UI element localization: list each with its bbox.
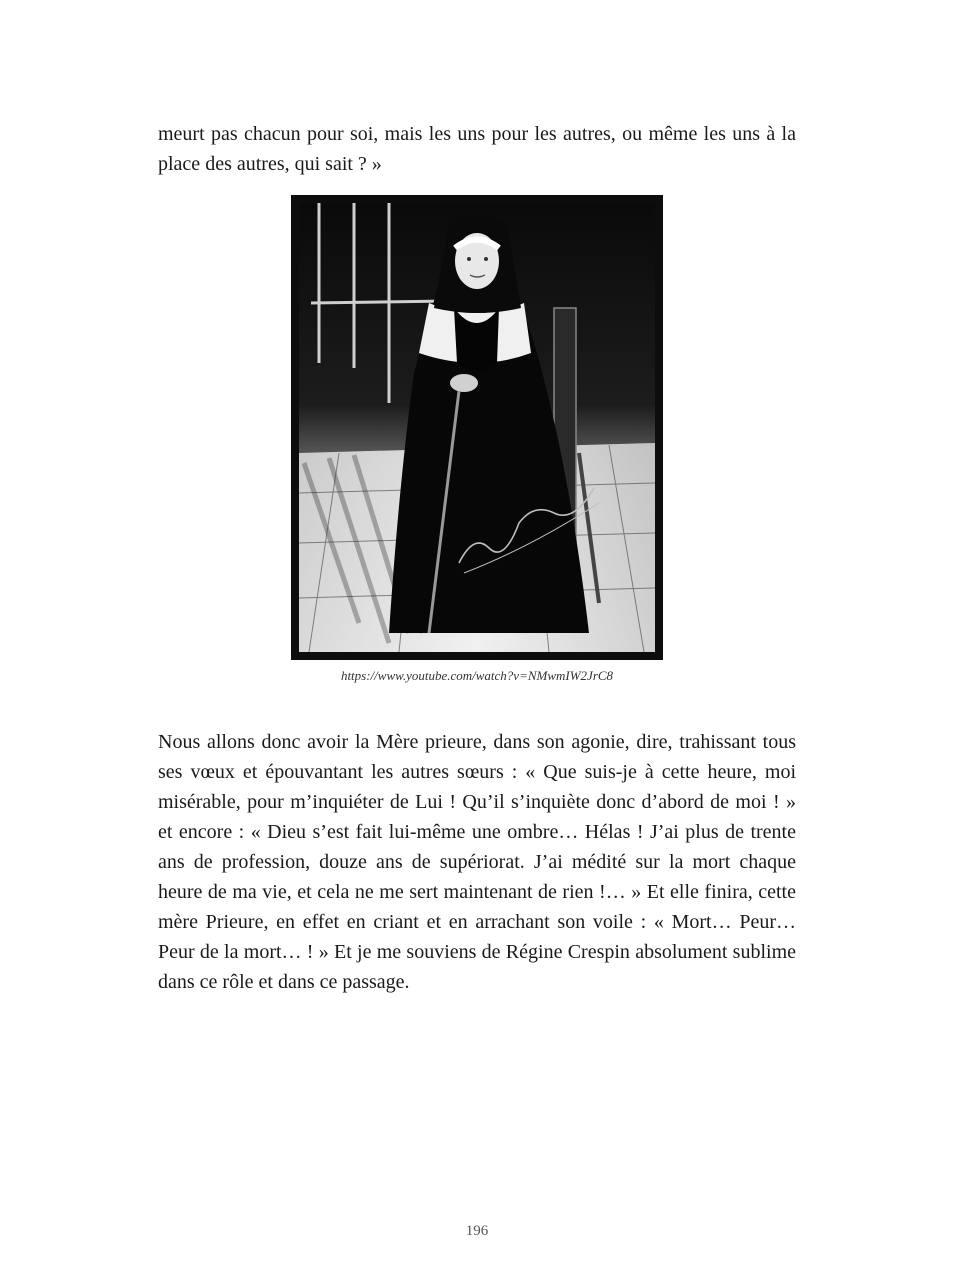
paragraph-main: Nous allons donc avoir la Mère prieure, dans son agonie, dire, trahissant tous ses vœux et épouvantant les autres sœurs : « Que suis-je à cette heure, moi misérable, pour m’inquiéter de Lui ! Qu’il s’inquiète donc d’abord de moi ! » et encore : « Dieu s’est fait lui-même une ombre… Hélas ! J’ai plus de trente ans de profession, douze ans de supériorat. J’ai médité sur la mort chaque heure de ma vie, et cela ne me sert maintenant de rien !… » Et elle finira, cette mère Prieure, en effet en criant et en arrachant son voile : « Mort… Peur… Peur de la mort… ! » Et je me souviens de Régine Crespin absolument sublime dans ce rôle et dans ce passage. [158,731,796,993]
page-number: 196 [465,1223,489,1239]
nun-seated-photo [299,203,655,652]
photo-caption-url: https://www.youtube.com/watch?v=NMwmIW2JrC8 [340,668,614,683]
paragraph-continuation: meurt pas chacun pour soi, mais les uns pour les autres, ou même les uns à la place des autres, qui sait ? » [158,123,796,175]
photograph [291,195,663,660]
